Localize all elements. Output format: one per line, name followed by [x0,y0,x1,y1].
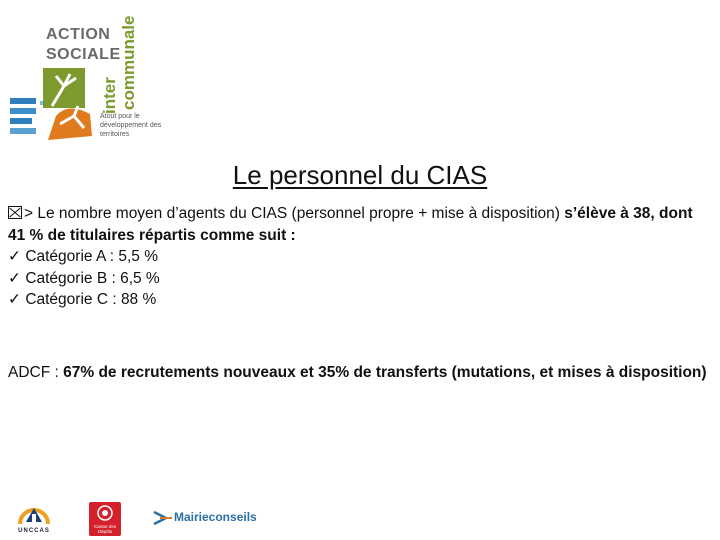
intro-text-bold: s’élève à 38, dont 41 % de titulaires répartis comme suit : [8,205,693,244]
checkmark-icon: ✓ [8,291,21,309]
logo-vertical-inter: inter [100,77,119,114]
logo-tagline: Atout pour le développement des territoires [100,113,162,138]
arrow-icon: > [24,205,34,222]
intro-text-regular: Le nombre moyen d’agents du CIAS (personnel propre + mise à disposition) [33,205,565,222]
adcf-paragraph [8,362,718,384]
unccas-logo [14,496,54,536]
crossed-box-icon [8,206,22,219]
category-label: Catégorie B : 6,5 % [25,269,160,287]
action-sociale-logo [8,6,160,148]
mairieconseils-arrow-icon [152,508,174,528]
checkmark-icon: ✓ [8,269,21,287]
adcf-prefix: ADCF : [8,364,64,381]
logo-vertical-communale: communale [119,15,138,110]
logo-line-action: ACTION [46,26,111,43]
category-item [8,289,714,311]
mairieconseils-logo [152,508,257,528]
logo-line-sociale: SOCIALE [46,46,121,63]
category-item [8,268,714,290]
category-label: Catégorie C : 88 % [25,291,157,309]
intro-paragraph [8,203,714,246]
cdc-label: Caisse des Dépôts [93,524,117,534]
body-content [8,203,714,311]
cdc-seal-icon [89,502,121,524]
category-label: Catégorie A : 5,5 % [25,248,159,266]
unccas-label: UNCCAS [18,528,50,534]
page-title: Le personnel du CIAS [232,160,488,190]
unccas-emblem-icon [14,496,54,528]
caisse-des-depots-logo [89,502,121,536]
adcf-text: 67% de recrutements nouveaux et 35% de transferts (mutations, et mises à disposition) [63,364,707,381]
logo-vertical-text [100,14,140,114]
category-item [8,246,714,268]
mairieconseils-label: Mairieconseils [174,510,257,524]
checkmark-icon: ✓ [8,248,21,266]
